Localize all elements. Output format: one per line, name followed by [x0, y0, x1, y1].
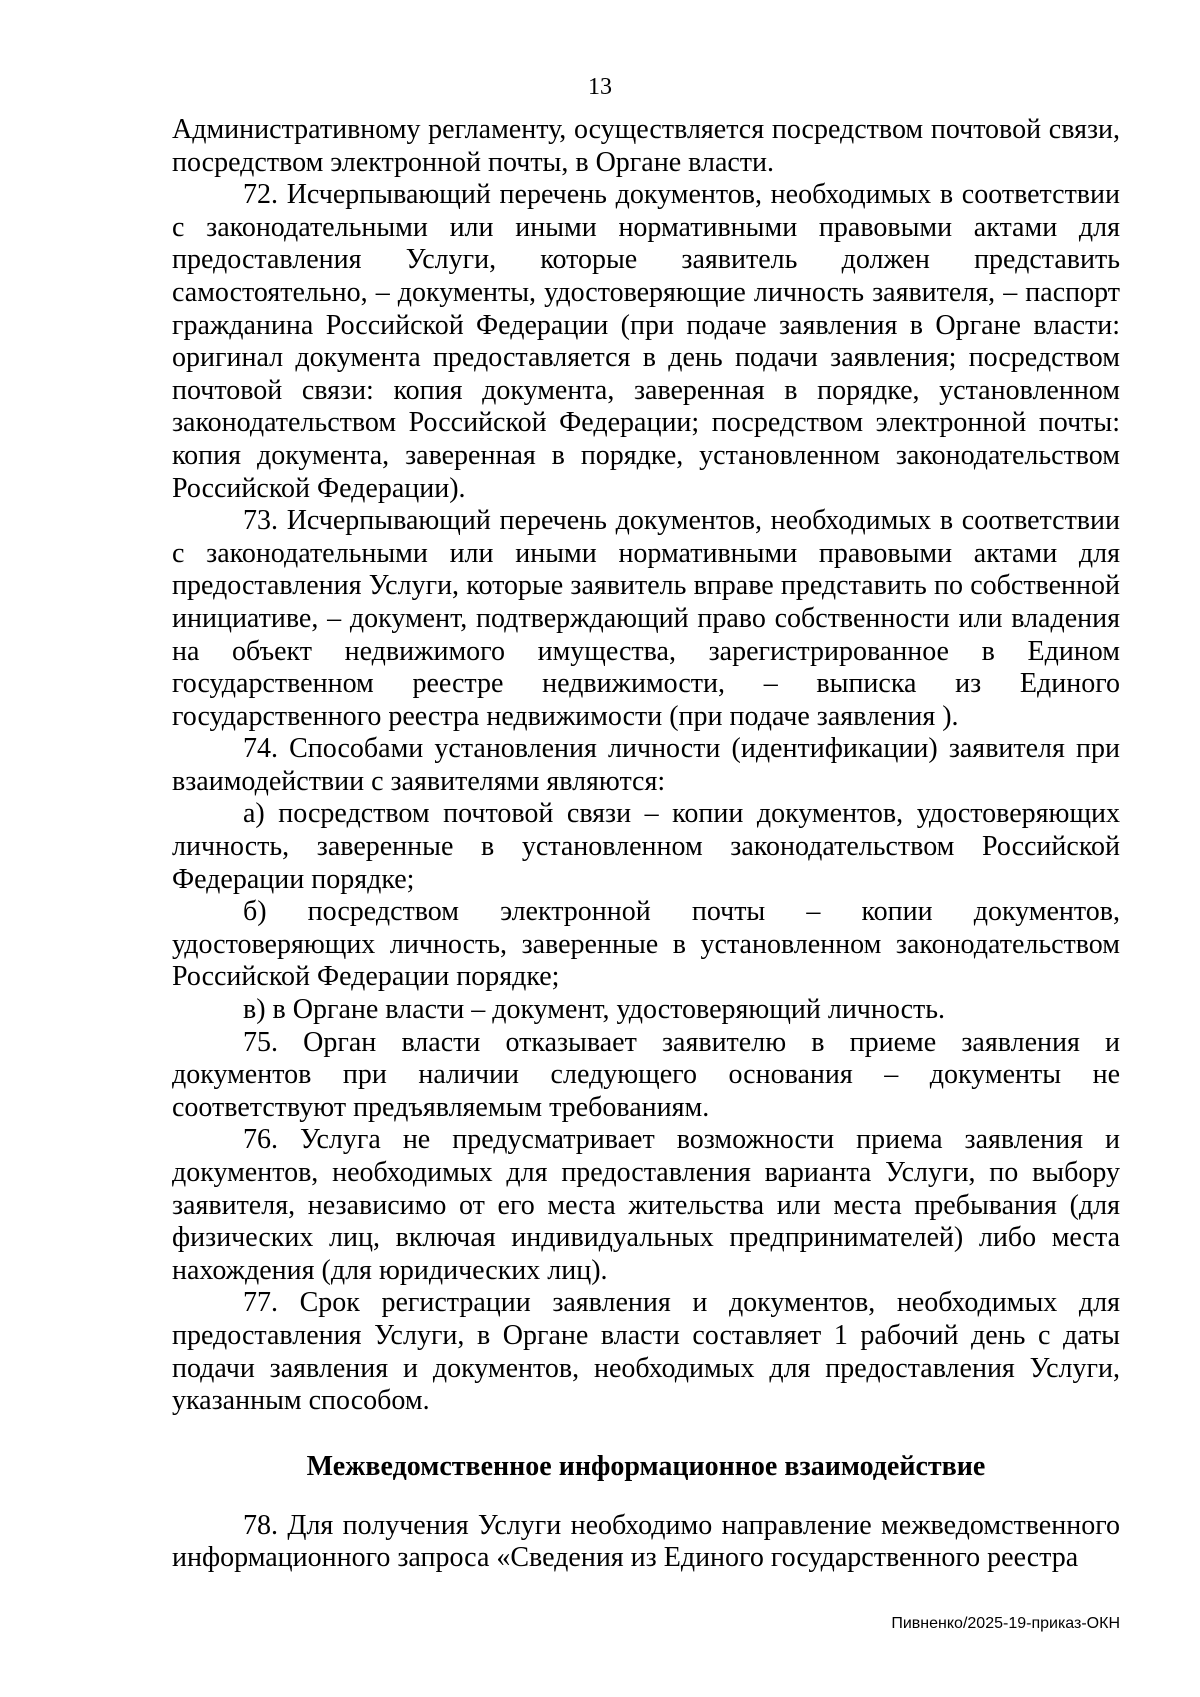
- paragraph-73: 73. Исчерпывающий перечень документов, необходимых в соответствии с законодательными или иными нормативными правовыми актами для предоставления Услуги, которые заявитель вправе представить по собственной инициативе, – документ, подтверждающий право собственности или владения на объект недвижимого имущества, зарегистрированное в Едином государственном реестре недвижимости, – выписка из Единого государственного реестра недвижимости (при подаче заявления ).: [172, 505, 1120, 732]
- paragraph-75: 75. Орган власти отказывает заявителю в приеме заявления и документов при наличии следующего основания – документы не соответствуют предъявляемым требованиям.: [172, 1026, 1120, 1123]
- paragraph-74: 74. Способами установления личности (идентификации) заявителя при взаимодействии с заявителями являются:: [172, 733, 1120, 797]
- page-number: 13: [588, 74, 612, 100]
- paragraph-72: 72. Исчерпывающий перечень документов, необходимых в соответствии с законодательными или иными нормативными правовыми актами для предоставления Услуги, которые заявитель должен представить самостоятельно, – документы, удостоверяющие личность заявителя, – паспорт гражданина Российской Федерации (при подаче заявления в Органе власти: оригинал документа предоставляется в день подачи заявления; посредством почтовой связи: копия документа, заверенная в порядке, установленном законодательством Российской Федерации; посредством электронной почты: копия документа, заверенная в порядке, установленном законодательством Российской Федерации).: [172, 179, 1120, 504]
- section-heading: Межведомственное информационное взаимодействие: [306, 1450, 986, 1482]
- footer-document-code: Пивненко/2025-19-приказ-ОКН: [891, 1615, 1120, 1632]
- list-item-a: а) посредством почтовой связи – копии документов, удостоверяющих личность, заверенные в установленном законодательством Российской Федерации порядке;: [172, 798, 1120, 895]
- list-item-v: в) в Органе власти – документ, удостоверяющий личность.: [243, 994, 945, 1026]
- paragraph-76: 76. Услуга не предусматривает возможности приема заявления и документов, необходимых для предоставления варианта Услуги, по выбору заявителя, независимо от его места жительства или места пребывания (для физических лиц, включая индивидуальных предпринимателей) либо места нахождения (для юридических лиц).: [172, 1124, 1120, 1286]
- document-body: [172, 114, 1120, 1575]
- paragraph-continuation: Административному регламенту, осуществляется посредством почтовой связи, посредством электронной почты, в Органе власти.: [172, 114, 1120, 178]
- list-item-b: б) посредством электронной почты – копии документов, удостоверяющих личность, заверенные в установленном законодательством Российской Федерации порядке;: [172, 896, 1120, 993]
- paragraph-78: 78. Для получения Услуги необходимо направление межведомственного информационного запроса «Сведения из Единого государственного реестра: [172, 1509, 1120, 1574]
- paragraph-77: 77. Срок регистрации заявления и документов, необходимых для предоставления Услуги, в Органе власти составляет 1 рабочий день с даты подачи заявления и документов, необходимых для предоставления Услуги, указанным способом.: [172, 1287, 1120, 1417]
